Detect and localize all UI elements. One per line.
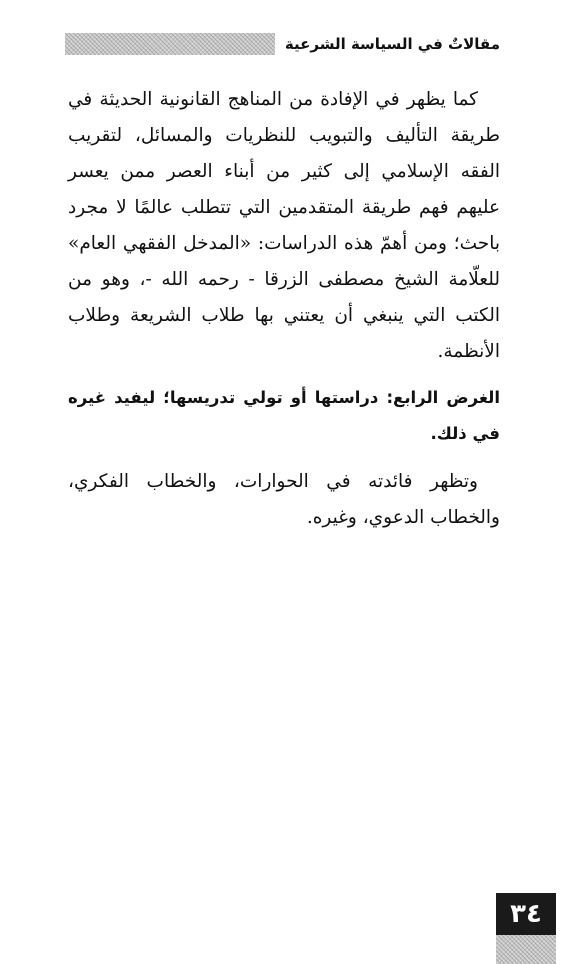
section-heading: الغرض الرابع: دراستها أو تولي تدريسها؛ ليفيد غيره في ذلك.: [68, 388, 500, 443]
running-header: [65, 30, 500, 58]
paragraph-2: وتظهر فائدته في الحوارات، والخطاب الفكري، والخطاب الدعوي، وغيره.: [68, 471, 500, 528]
header-decorative-pattern: [65, 33, 275, 55]
paragraph-1: كما يظهر في الإفادة من المناهج القانونية الحديثة في طريقة التأليف والتبويب للنظريات والمسائل، لتقريب الفقه الإسلامي إلى كثير من أبناء العصر ممن يعسر عليهم فهم طريقة المتقدمين التي تتطلب عالمًا لا مجرد باحث؛ ومن أهمّ هذه الدراسات: «المدخل الفقهي العام» للعلّامة الشيخ مصطفى الزرقا - رحمه الله -، وهو من الكتب التي ينبغي أن يعتني بها طلاب الشريعة وطلاب الأنظمة.: [68, 89, 500, 362]
book-title: مقالاتٌ في السياسة الشرعية: [284, 35, 500, 53]
page-body: [68, 82, 500, 536]
page-number: ٣٤: [496, 893, 556, 935]
footer-decorative-pattern: [496, 935, 556, 964]
